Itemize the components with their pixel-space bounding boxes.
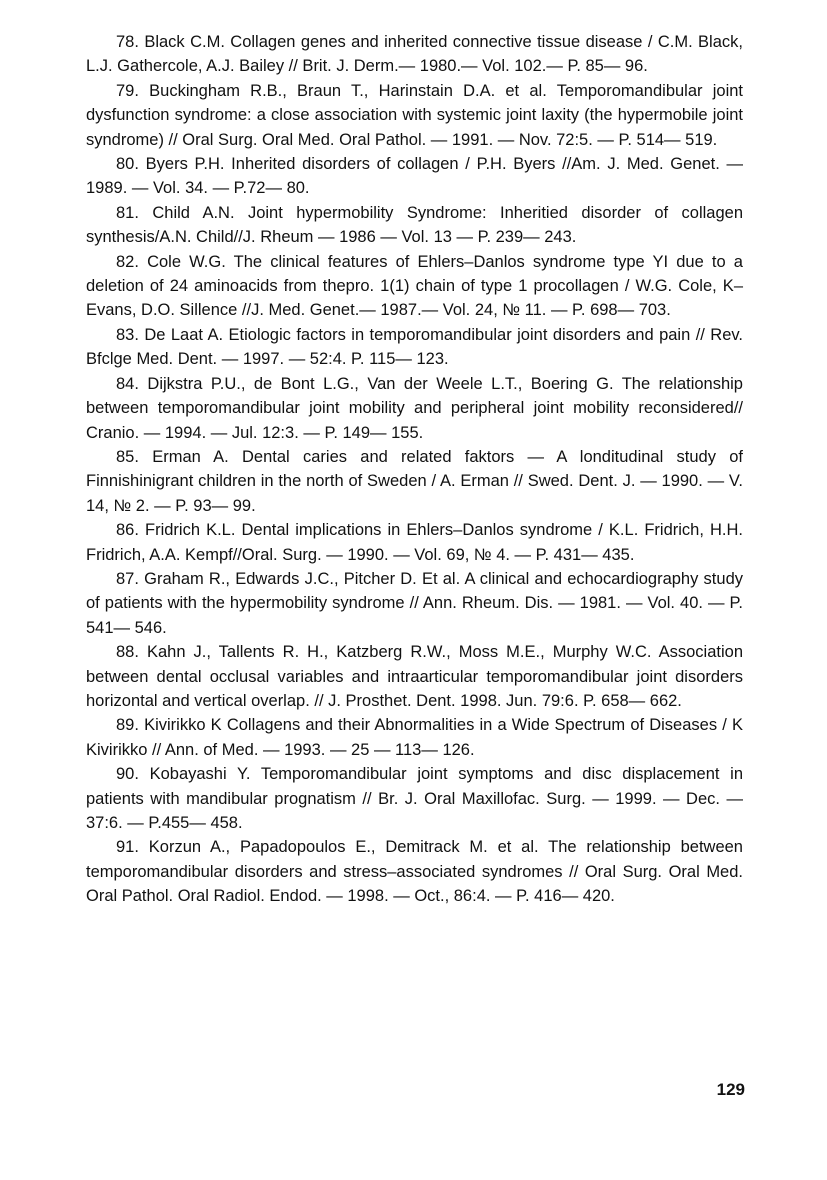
page-number: 129 (716, 1080, 745, 1099)
reference-85: 85. Erman A. Dental caries and related faktors — A londitudinal study of Finnishinigrant children in the north of Sweden / A. Erman // Swed. Dent. J. — 1990. — V. 14, № 2. — P. 93— 99. (86, 447, 743, 515)
reference-87: 87. Graham R., Edwards J.C., Pitcher D. Et al. A clinical and echocardiography study of patients with the hypermobility syndrome // Ann. Rheum. Dis. — 1981. — Vol. 40. — P. 541— 546. (86, 569, 743, 637)
reference-81: 81. Child A.N. Joint hypermobility Syndrome: Inheritied disorder of collagen synthesis/A.N. Child//J. Rheum — 1986 — Vol. 13 — P. 239— 243. (86, 203, 743, 247)
reference-83: 83. De Laat A. Etiologic factors in temporomandibular joint disorders and pain // Rev. Bfclge Med. Dent. — 1997. — 52:4. P. 115— 123. (86, 325, 743, 369)
reference-86: 86. Fridrich K.L. Dental implications in Ehlers–Danlos syndrome / K.L. Fridrich, H.H. Fridrich, A.A. Kempf//Oral. Surg. — 1990. — Vol. 69, № 4. — P. 431— 435. (86, 521, 743, 564)
reference-list (86, 30, 743, 909)
reference-90: 90. Kobayashi Y. Temporomandibular joint symptoms and disc displacement in patients with mandibular prognatism // Br. J. Oral Maxillofac. Surg. — 1999. — Dec. — 37:6. — P.455— 458. (86, 765, 743, 832)
reference-78: 78. Black C.M. Collagen genes and inherited connective tissue disease / C.M. Black, L.J. Gathercole, A.J. Bailey // Brit. J. Derm.— 1980.— Vol. 102.— P. 85— 96. (86, 33, 743, 76)
reference-91: 91. Korzun A., Papadopoulos E., Demitrack M. et al. The relationship between temporomandibular disorders and stress–associated syndromes // Oral Surg. Oral Med. Oral Pathol. Oral Radiol. Endod. — 1998. — Oct., 86:4. — P. 416— 420. (86, 838, 743, 906)
reference-84: 84. Dijkstra P.U., de Bont L.G., Van der Weele L.T., Boering G. The relationship between temporomandibular joint mobility and peripheral joint mobility reconsidered// Cranio. — 1994. — Jul. 12:3. — P. 149— 155. (86, 374, 743, 442)
reference-79: 79. Buckingham R.B., Braun T., Harinstain D.A. et al. Temporomandibular joint dysfunction syndrome: a close association with systemic joint laxity (the hypermobile joint syndrome) // Oral Surg. Oral Med. Oral Pathol. — 1991. — Nov. 72:5. — P. 514— 519. (86, 81, 743, 149)
reference-89: 89. Kivirikko K Collagens and their Abnormalities in a Wide Spectrum of Diseases / K Kivirikko // Ann. of Med. — 1993. — 25 — 113— 126. (86, 716, 743, 759)
reference-82: 82. Cole W.G. The clinical features of Ehlers–Danlos syndrome type YI due to a deletion of 24 aminoacids from thepro. 1(1) chain of type 1 procollagen / W.G. Cole, K– Evans, D.O. Sillence //J. Med. Genet.— 1987.— Vol. 24, № 11. — P. 698— 703. (86, 252, 743, 320)
reference-80: 80. Byers P.H. Inherited disorders of collagen / P.H. Byers //Am. J. Med. Genet. — 1989. — Vol. 34. — P.72— 80. (86, 155, 743, 198)
reference-88: 88. Kahn J., Tallents R. H., Katzberg R.W., Moss M.E., Murphy W.C. Association between dental occlusal variables and intraarticular temporomandibular joint disorders horizontal and vertical overlap. // J. Prosthet. Dent. 1998. Jun. 79:6. P. 658— 662. (86, 643, 743, 710)
